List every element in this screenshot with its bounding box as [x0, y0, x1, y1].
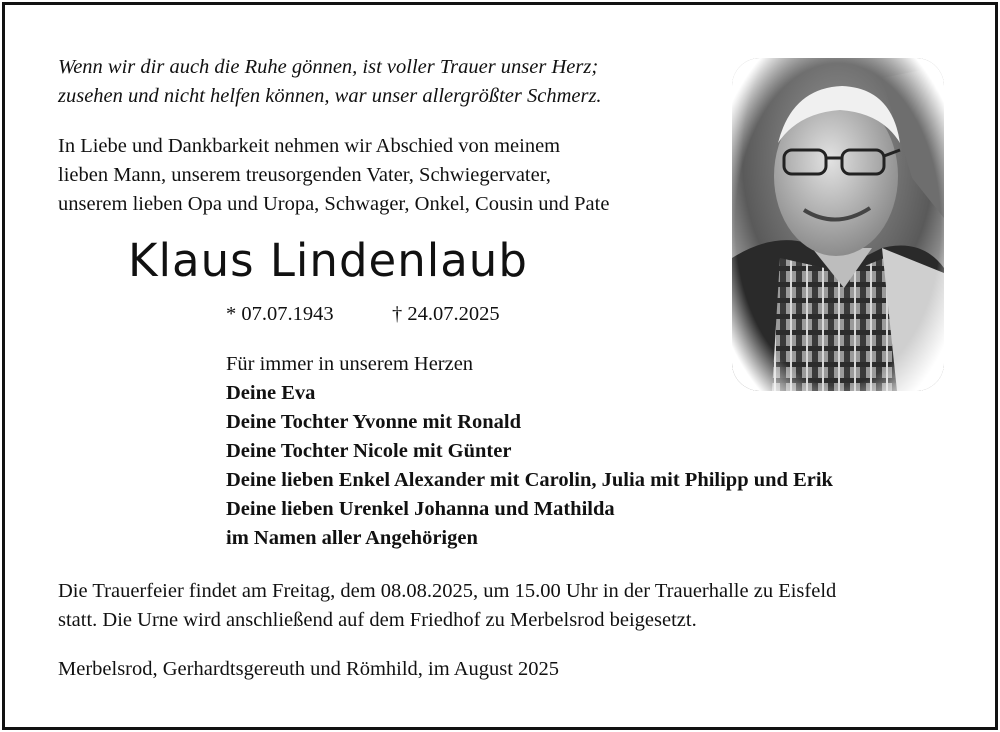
mourner-line: Deine Eva [226, 382, 316, 404]
funeral-line-2: statt. Die Urne wird anschließend auf dem Friedhof zu Merbelsrod beigesetzt. [58, 609, 697, 631]
portrait-photo [732, 58, 944, 391]
deceased-name: Klaus Lindenlaub [128, 234, 528, 287]
mourner-line: Deine Tochter Nicole mit Günter [226, 440, 512, 462]
poem-line-1: Wenn wir dir auch die Ruhe gönnen, ist voller Trauer unser Herz; [58, 56, 599, 78]
poem-line-2: zusehen und nicht helfen können, war unser allergrößter Schmerz. [58, 85, 602, 107]
mourner-line: im Namen aller Angehörigen [226, 527, 478, 549]
birth-date: * 07.07.1943 [226, 303, 334, 325]
mourner-line: Deine Tochter Yvonne mit Ronald [226, 411, 521, 433]
intro-line-3: unserem lieben Opa und Uropa, Schwager, Onkel, Cousin und Pate [58, 193, 610, 215]
intro-line-1: In Liebe und Dankbarkeit nehmen wir Abschied von meinem [58, 135, 561, 157]
mourner-line: Deine lieben Enkel Alexander mit Carolin, Julia mit Philipp und Erik [226, 469, 833, 491]
mourner-line: Deine lieben Urenkel Johanna und Mathilda [226, 498, 615, 520]
intro-line-2: lieben Mann, unserem treusorgenden Vater, Schwiegervater, [58, 164, 551, 186]
mourners-heading: Für immer in unserem Herzen [226, 353, 474, 375]
funeral-line-1: Die Trauerfeier findet am Freitag, dem 08.08.2025, um 15.00 Uhr in der Trauerhalle zu Eisfeld [58, 580, 837, 602]
place-date: Merbelsrod, Gerhardtsgereuth und Römhild, im August 2025 [58, 658, 560, 680]
death-date: † 24.07.2025 [392, 303, 500, 325]
